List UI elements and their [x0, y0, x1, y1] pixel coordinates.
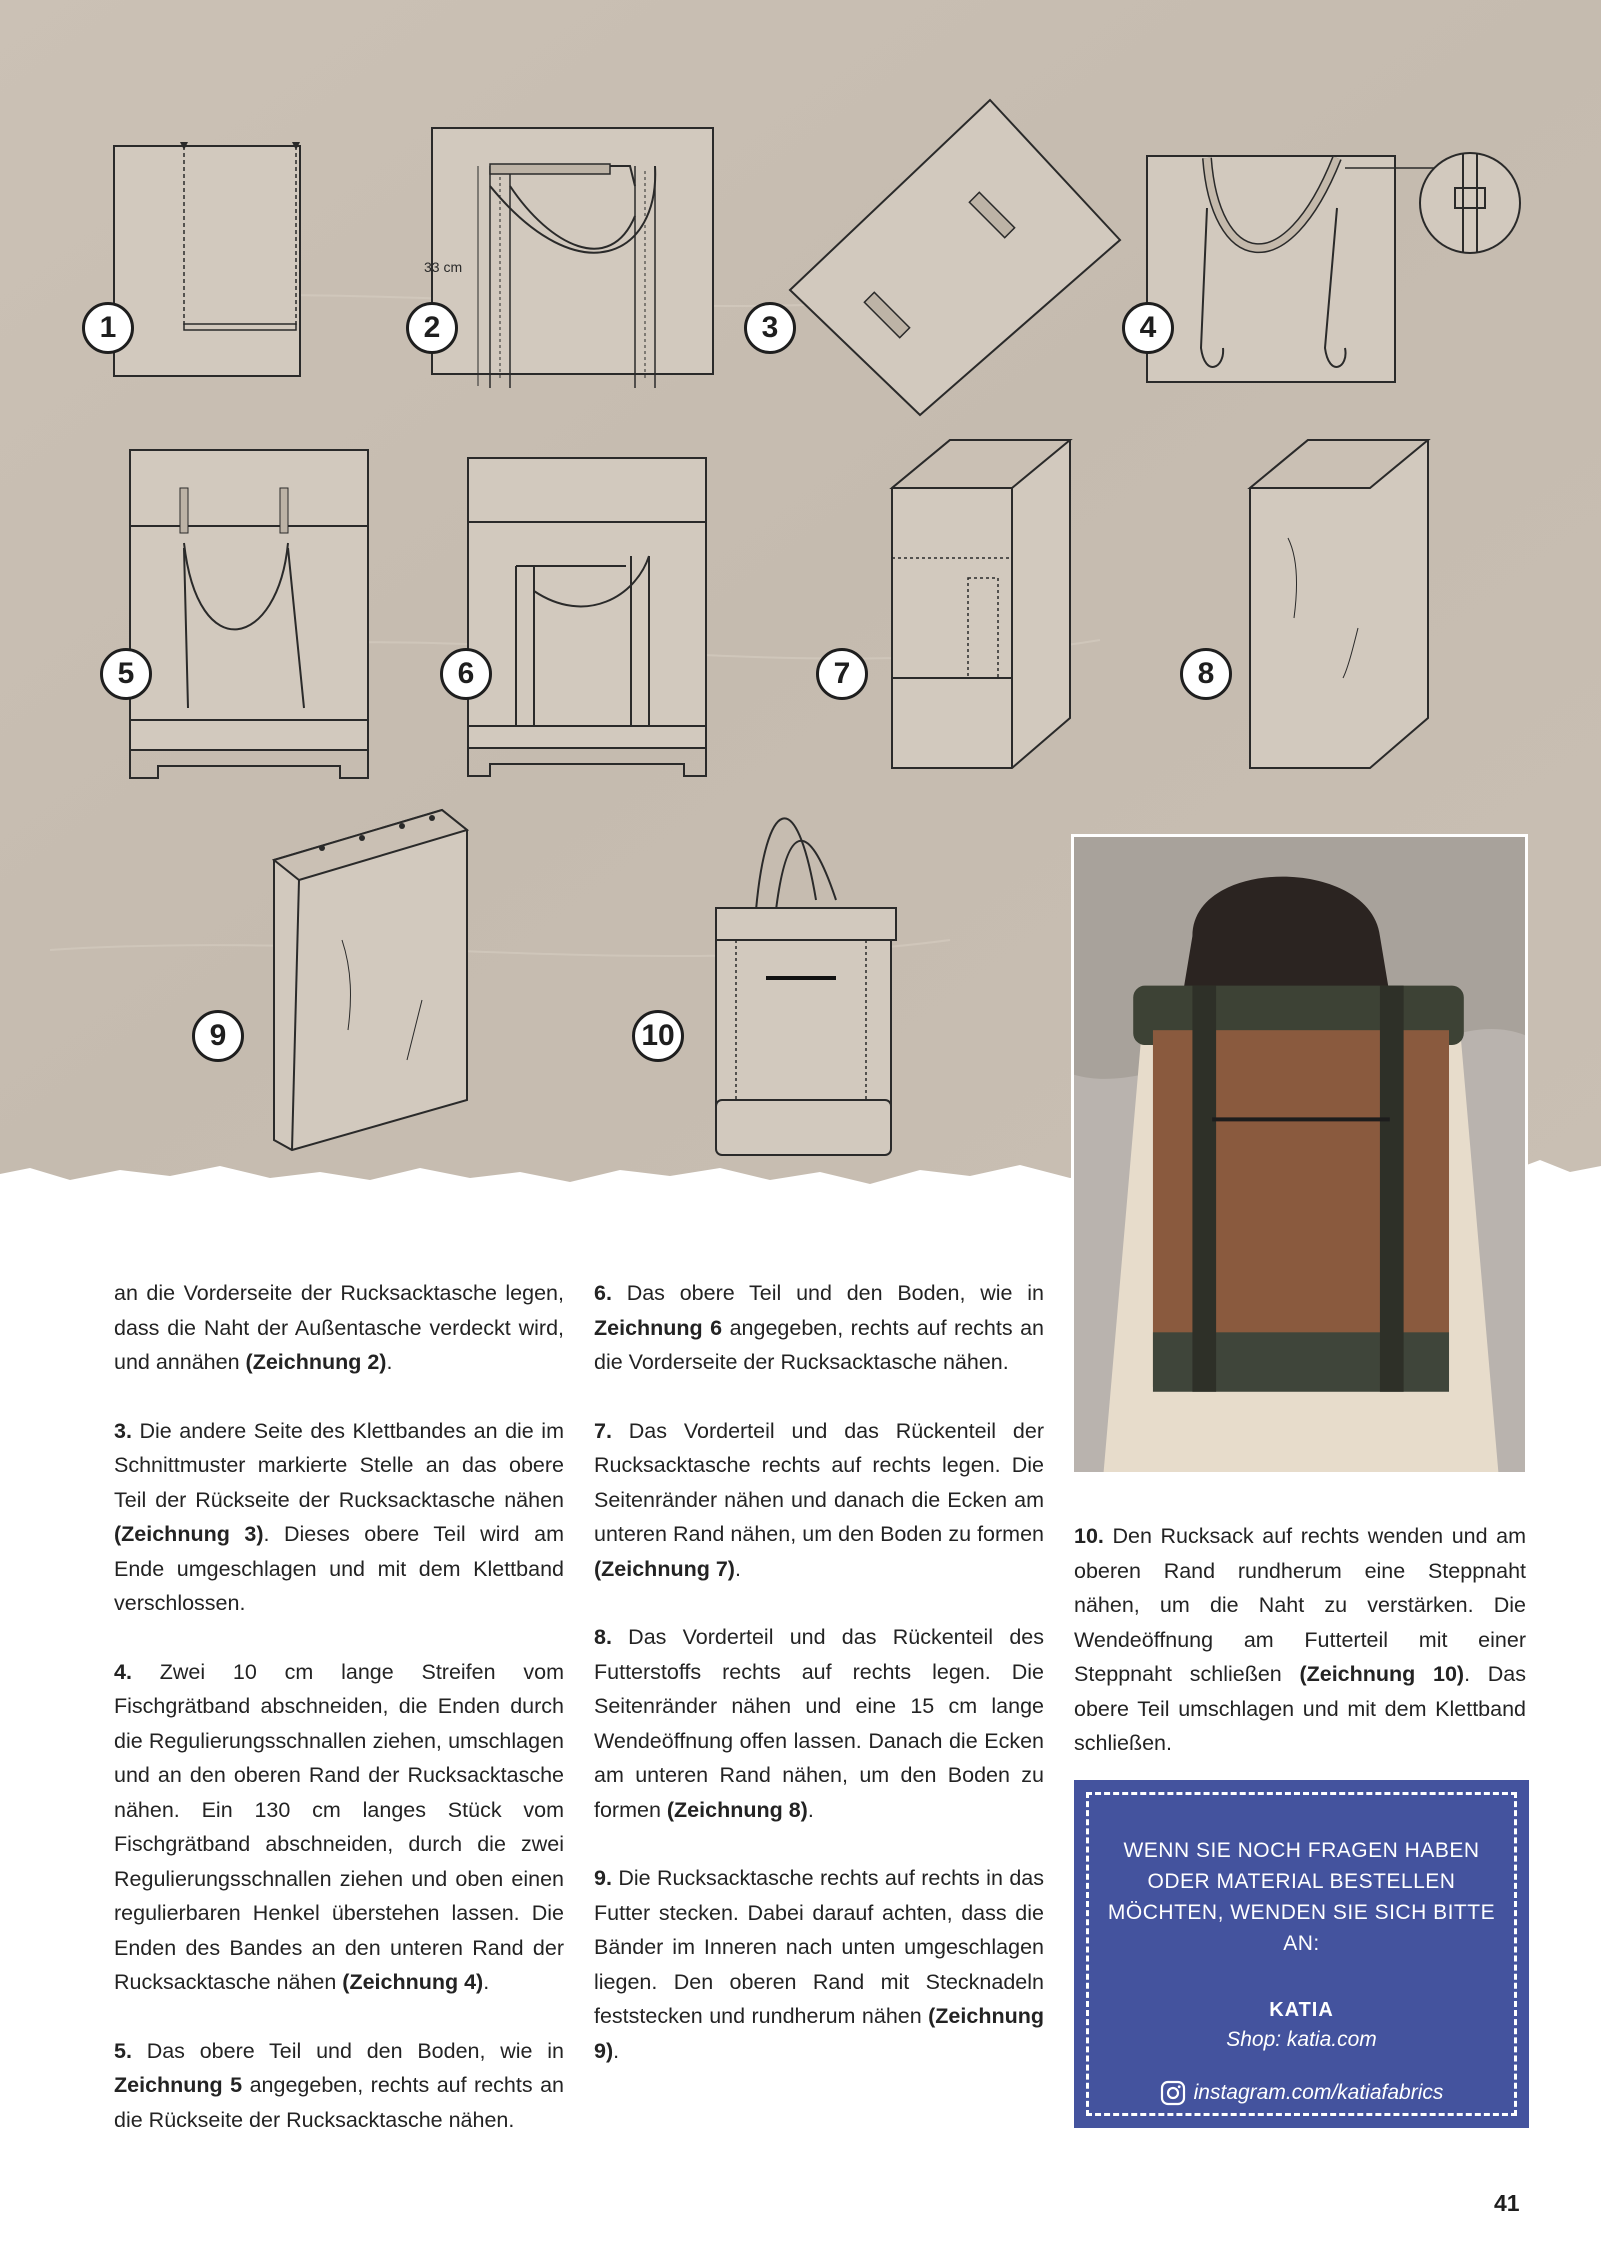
text-column-1: [114, 1276, 564, 2171]
step-9-paragraph: 9. Die Rucksacktasche rechts auf rechts in das Futter stecken. Dabei darauf achten, dass die Bänder im Inneren nach unten umgeschlagen liegen. Den oberen Rand mit Stecknadeln feststecken und rundherum nähen (Zeichnung 9).: [594, 1866, 1044, 2063]
step-number-3: 3: [744, 302, 796, 354]
step-8-paragraph: 8. Das Vorderteil und das Rückenteil des Futterstoffs rechts auf rechts legen. Die Seitenränder nähen und eine 15 cm lange Wendeöffnung offen lassen. Danach die Ecken am unteren Rand nähen, um den Boden zu formen (Zeichnung 8).: [594, 1625, 1044, 1822]
backpack-photo: [1071, 834, 1528, 1475]
diagram-7: [880, 438, 1080, 798]
diagram-8: [1238, 438, 1438, 798]
step-5-paragraph: 5. Das obere Teil und den Boden, wie in Zeichnung 5 angegeben, rechts auf rechts an die Rückseite der Rucksacktasche nähen.: [114, 2038, 564, 2132]
diagram-9: [262, 800, 472, 1168]
step-number-8: 8: [1180, 648, 1232, 700]
page-number: 41: [1494, 2190, 1520, 2216]
step-10-paragraph: 10. Den Rucksack auf rechts wenden und am oberen Rand rundherum eine Steppnaht nähen, um die Naht zu verstärken. Die Wendeöffnung am Futterteil mit einer Steppnaht schließen (Zeichnung 10). Das obere Teil umschlagen und mit dem Klettband schließen.: [1074, 1524, 1526, 1755]
diagram-2: [424, 126, 715, 391]
contact-question: WENN SIE NOCH FRAGEN HABEN ODER MATERIAL BESTELLEN MÖCHTEN, WENDEN SIE SICH BITTE AN:: [1107, 1839, 1496, 1955]
diagram-3: [780, 90, 1130, 420]
diagram-10: [706, 790, 906, 1170]
shop-link[interactable]: Shop: katia.com: [1226, 2028, 1377, 2051]
step-number-2: 2: [406, 302, 458, 354]
step-number-5: 5: [100, 648, 152, 700]
step-number-1: 1: [82, 302, 134, 354]
step-number-10: 10: [632, 1010, 684, 1062]
diagram-5: [128, 448, 370, 790]
step-6-paragraph: 6. Das obere Teil und den Boden, wie in Zeichnung 6 angegeben, rechts auf rechts an die Vorderseite der Rucksacktasche nähen.: [594, 1281, 1044, 1374]
step-number-9: 9: [192, 1010, 244, 1062]
step-7-paragraph: 7. Das Vorderteil und das Rückenteil der Rucksacktasche rechts auf rechts legen. Die Seitenränder nähen und danach die Ecken am unteren Rand nähen, um den Boden zu formen (Zeichnung 7).: [594, 1418, 1044, 1581]
brand-name: KATIA: [1269, 1999, 1334, 2021]
contact-info-dashed-frame: [1086, 1792, 1517, 2116]
text-column-3: [1074, 1519, 1526, 1795]
diagram-6: [466, 456, 708, 786]
contact-info-box: [1074, 1780, 1529, 2128]
instagram-link[interactable]: instagram.com/katiafabrics: [1193, 2081, 1444, 2104]
measure-label: 33 cm: [424, 259, 463, 275]
text-column-2: [594, 1276, 1044, 2102]
diagram-1: [112, 140, 302, 380]
step-3-paragraph: 3. Die andere Seite des Klettbandes an die im Schnittmuster markierte Stelle an das obere Teil der Rückseite der Rucksacktasche nähen (Zeichnung 3). Dieses obere Teil wird am Ende umgeschlagen und mit dem Klettband verschlossen.: [114, 1418, 564, 1615]
step-number-6: 6: [440, 648, 492, 700]
step-number-7: 7: [816, 648, 868, 700]
step-4-paragraph: 4. Zwei 10 cm lange Streifen vom Fischgrätband abschneiden, die Enden durch die Regulierungsschnallen ziehen, umschlagen und an den oberen Rand der Rucksacktasche nähen. Ein 130 cm langes Stück vom Fischgrätband abschneiden, durch die zwei Regulierungsschnallen ziehen und oben einen regulierbaren Henkel überstehen lassen. Die Enden des Bandes an den unteren Rand der Rucksacktasche nähen (Zeichnung 4).: [114, 1659, 564, 1994]
step-number-4: 4: [1122, 302, 1174, 354]
instagram-row[interactable]: [1089, 2080, 1514, 2106]
diagram-4: [1145, 148, 1525, 393]
paragraph-continuation: an die Vorderseite der Rucksacktasche legen, dass die Naht der Außentasche verdeckt wird, und annähen (Zeichnung 2).: [114, 1281, 564, 1374]
instagram-icon: [1160, 2080, 1186, 2106]
